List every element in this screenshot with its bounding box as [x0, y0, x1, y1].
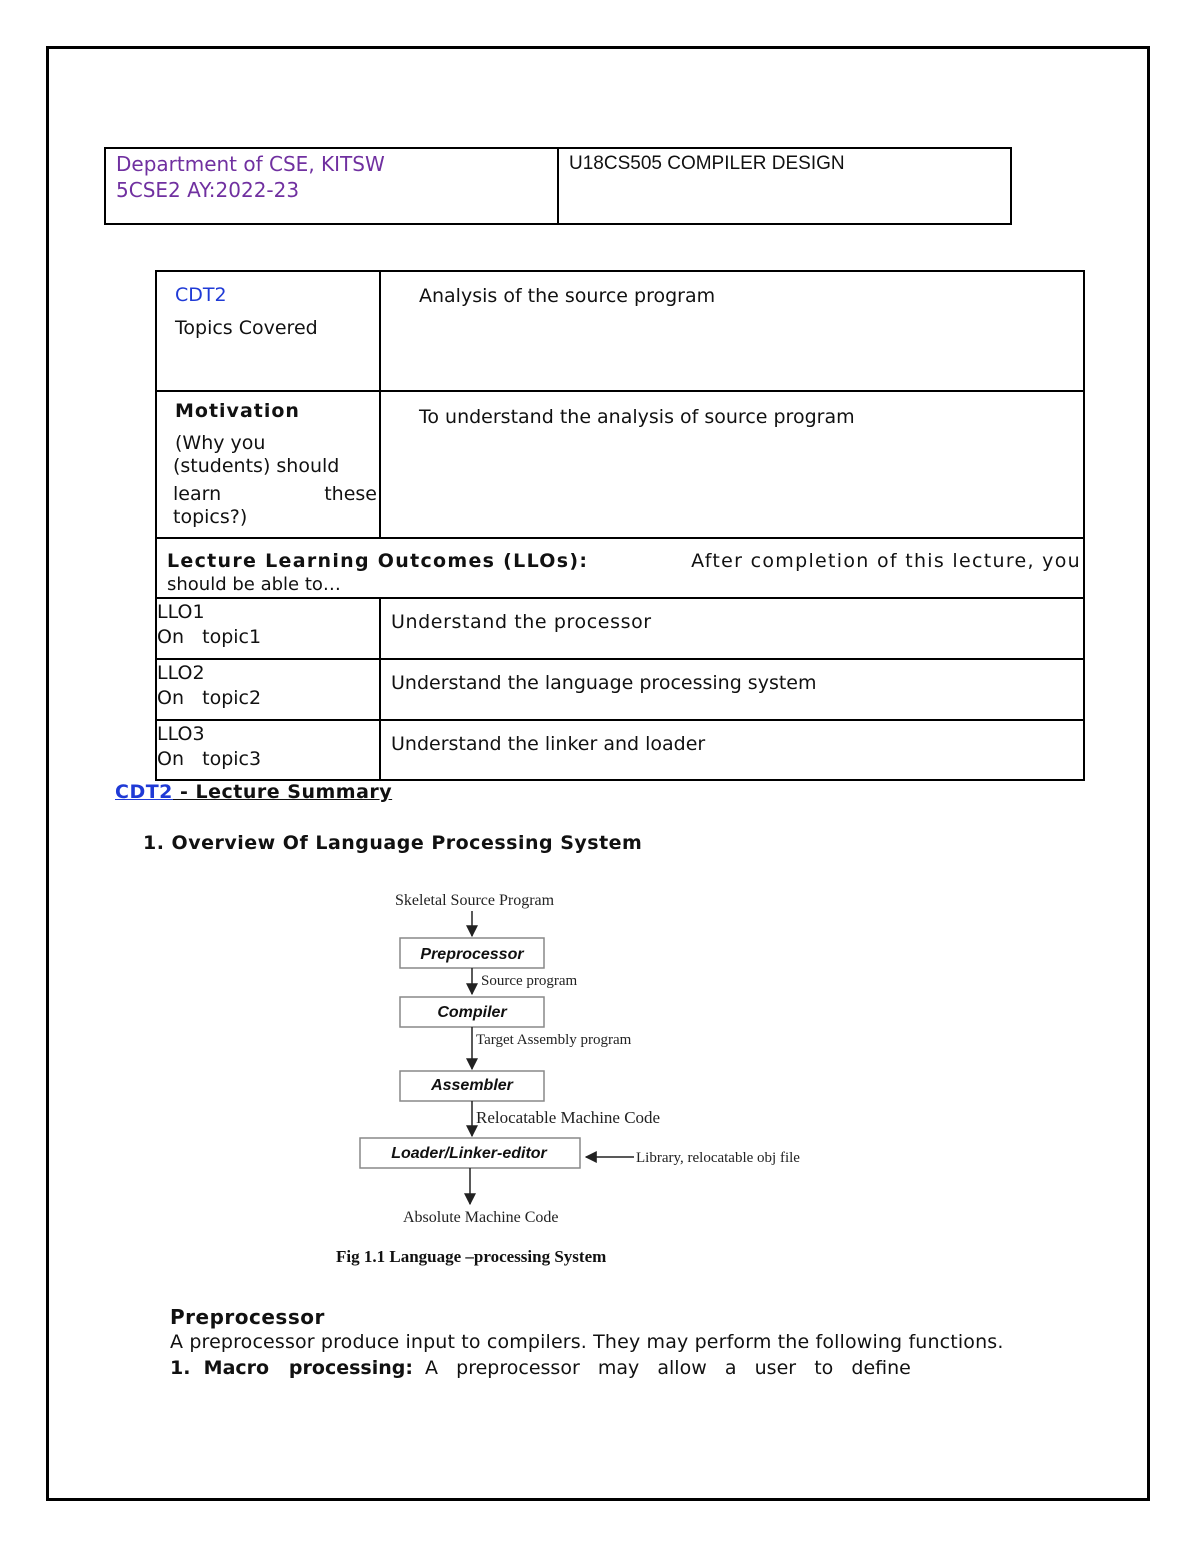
llo-id-cell [157, 660, 381, 719]
preprocessor-box-label: Preprocessor [420, 946, 524, 963]
llo-heading-row [157, 537, 1083, 597]
llo-topic: On topic1 [157, 626, 262, 648]
motivation-label-cell [157, 392, 381, 537]
side-input-label: Library, relocatable obj file [636, 1150, 800, 1166]
edge-label-relocatable: Relocatable Machine Code [476, 1108, 661, 1127]
department-cell [106, 149, 559, 223]
llo-text: Understand the language processing system [391, 672, 817, 694]
llo-topic: On topic3 [157, 748, 262, 770]
llo-row [157, 597, 1083, 658]
llo-heading-bold: Lecture Learning Outcomes (LLOs): [167, 550, 589, 572]
topics-label-cell [157, 272, 381, 390]
motivation-row [157, 390, 1083, 537]
lecture-summary-title: - Lecture Summary [172, 781, 393, 803]
motivation-label: Motivation [175, 400, 300, 422]
cdt-label: CDT2 [175, 284, 227, 306]
diagram-output-label: Absolute Machine Code [403, 1209, 559, 1226]
motivation-line4: topics?) [173, 506, 248, 528]
motivation-word-learn: learn [173, 483, 222, 505]
assembler-box-label: Assembler [431, 1077, 513, 1094]
preprocessor-heading: Preprocessor [170, 1305, 325, 1329]
motivation-line1: (Why you [175, 432, 266, 454]
llo-topic: On topic2 [157, 687, 262, 709]
llo-id: LLO2 [157, 662, 205, 684]
figure-caption: Fig 1.1 Language –processing System [336, 1247, 607, 1266]
section-heading: 1. Overview Of Language Processing System [143, 832, 643, 854]
loader-linker-box-label: Loader/Linker-editor [391, 1145, 547, 1162]
compiler-box-label: Compiler [437, 1004, 507, 1021]
motivation-word-these: these [324, 483, 377, 505]
topics-row [157, 272, 1083, 390]
llo-text: Understand the processor [391, 611, 652, 633]
llo-row [157, 658, 1083, 719]
llo-text: Understand the linker and loader [391, 733, 706, 755]
llo-heading-cell [157, 539, 1083, 597]
llo-row [157, 719, 1083, 779]
course-title: U18CS505 COMPILER DESIGN [569, 153, 845, 174]
edge-label-target-assembly: Target Assembly program [476, 1032, 632, 1048]
llo-heading-line1 [167, 549, 1083, 573]
llo-id: LLO1 [157, 601, 205, 623]
topics-label: Topics Covered [175, 317, 318, 339]
llo-id-cell [157, 721, 381, 779]
macro-processing-text: A preprocessor may allow a user to define [412, 1357, 911, 1379]
macro-processing-line [170, 1357, 911, 1379]
course-cell [559, 149, 1010, 223]
cdt2-link[interactable]: CDT2 [115, 781, 173, 803]
topics-value: Analysis of the source program [419, 285, 716, 307]
llo-id: LLO3 [157, 723, 205, 745]
preprocessor-text: A preprocessor produce input to compilers. They may perform the following functions. [170, 1331, 1004, 1353]
llo-heading-line2: should be able to… [167, 574, 341, 595]
header-box [104, 147, 1012, 225]
motivation-line2: (students) should [173, 455, 340, 477]
edge-label-source-program: Source program [481, 973, 578, 989]
motivation-value: To understand the analysis of source program [419, 406, 855, 428]
motivation-line3 [173, 483, 379, 506]
cdt-table [155, 270, 1085, 781]
llo-heading-rest: After completion of this lecture, you [691, 550, 1081, 572]
language-processing-diagram [330, 880, 870, 1280]
macro-processing-label: 1. Macro processing: [170, 1357, 413, 1379]
diagram-top-label: Skeletal Source Program [395, 892, 555, 909]
department-name: Department of CSE, KITSW [116, 152, 385, 176]
academic-year: 5CSE2 AY:2022-23 [116, 178, 300, 202]
llo-id-cell [157, 599, 381, 658]
lecture-summary-heading [115, 781, 392, 803]
